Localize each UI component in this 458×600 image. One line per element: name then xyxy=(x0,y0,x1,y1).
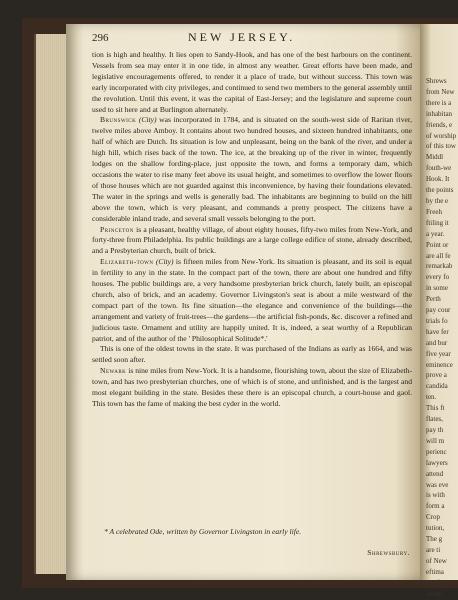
facing-page-line: This ft xyxy=(426,404,445,413)
facing-page-line: The g xyxy=(426,535,443,544)
facing-page-line: candida xyxy=(426,382,448,391)
facing-page-line: in some xyxy=(426,284,448,293)
paragraph-newark xyxy=(92,366,412,410)
paragraph-text: is fifteen miles from New-York. Its situation is pleasant, and its soil is equal in fertility to any in the state. In the compact part of the town, there are about one hundred and fifty houses. The public buildings are, a very handsome presbyterian brick church, lately built, an episcopal church, also of brick, and an academy. Governor Livingston's seat is about a mile westward of the compact part of the town. Its fine situation—the elegance and convenience of the buildings—the arrangement and variety of fruit-trees—the gardens—the artificial fish-ponds, &c. discover a refined and judicious taste. Ornament and utility are happily united. It is, indeed, a seat worthy of a Republican patriot, and of the author of the ' Philosophical Solitude*.' xyxy=(92,257,412,343)
facing-page-line: eminence xyxy=(426,360,453,369)
facing-page-line: friends, e xyxy=(426,120,453,129)
footnote: * A celebrated Ode, written by Governor Livingston in early life. xyxy=(104,527,302,536)
facing-page-line: of New xyxy=(426,556,447,565)
facing-page-line: trials fo xyxy=(426,316,448,325)
page-number: 296 xyxy=(92,32,109,44)
facing-page-line: ftiling it xyxy=(426,218,449,227)
facing-page-line: was eve xyxy=(426,480,449,489)
facing-page-line: the points xyxy=(426,186,454,195)
city-label: (City) xyxy=(138,115,157,125)
facing-page-line: by the e xyxy=(426,196,449,205)
facing-page-line: have fer xyxy=(426,327,449,336)
facing-page-line: there is a xyxy=(426,98,452,107)
paragraph-text: is nine miles from New-York. It is a handsome, flourishing town, about the size of Elizabeth-town, and has two presbyterian churches, one of which is of stone, and unfinished, and is the largest and most elegant building in the state. Besides these there is an episcopal church, a court-house and gaol. This town has the fame of making the best cyder in the world. xyxy=(92,366,412,408)
facing-page-line: lawyers xyxy=(426,458,448,467)
facing-page-line: every fo xyxy=(426,273,450,282)
city-label: (City) xyxy=(155,257,174,267)
paragraph-elizabeth-town xyxy=(92,257,412,344)
running-head: NEW JERSEY. xyxy=(188,30,296,44)
paragraph-text: is a pleasant, healthy village, of about eighty houses, fifty-two miles from New-York, and forty-three from Philadelphia. Its public buildings are a large college edifice of stone, already described, and a Presbyterian church, built of brick. xyxy=(92,224,412,256)
facing-page-line: Crop xyxy=(426,513,440,522)
paragraph-oldest-towns: This is one of the oldest towns in the state. It was purchased of the Indians as early as 1664, and was settled soon after. xyxy=(92,344,412,365)
facing-page-line: form a xyxy=(426,502,445,511)
facing-page-line: Point or xyxy=(426,240,449,249)
facing-page-line: Middl xyxy=(426,153,444,162)
facing-page xyxy=(420,24,458,598)
facing-page-line: fouth-we xyxy=(426,164,452,173)
body-text xyxy=(92,50,412,410)
paragraph-princeton xyxy=(92,225,412,258)
facing-page-line: flates, xyxy=(426,415,443,424)
facing-page-line: are all fe xyxy=(426,251,451,260)
facing-page-line: Hook. It xyxy=(426,175,450,184)
facing-page-line: remarkab xyxy=(426,262,453,271)
facing-page-line: pay cour xyxy=(426,306,451,315)
facing-page-line: ten. xyxy=(426,393,437,402)
place-name-newark: Newark xyxy=(100,366,127,376)
facing-page-line: are ti xyxy=(426,545,441,554)
paragraph-brunswick xyxy=(92,115,412,224)
place-name-brunswick: Brunswick xyxy=(100,115,137,125)
paragraph-text: was incorporated in 1784, and is situated on the south-west side of Raritan river, twelve miles above Amboy. It contains about two hundred houses, and sixteen hundred inhabitants, one half of which are Dutch. Its situation is low and unpleasant, being on the bank of the river, and under a high hill, which rises back of the town. The ice, at the breaking up of the river in winter, frequently lodges on the shallow fording-place, just opposite the town, and forms a temporary dam, which occasions the water to rise many feet above its usual height, and sometimes to overflow the lower floors of those houses which are not guarded against this inconvenience, by having their foundations elevated. The water in the springs and wells is generally bad. The inhabitants are beginning to build on the hill above the town, which is very pleasant, and commands a pretty prospect. The citizens have a considerable inland trade, and several small vessels belonging to the port. xyxy=(92,115,412,223)
facing-page-line: is with xyxy=(426,491,445,500)
facing-page-line: pay th xyxy=(426,426,444,434)
facing-page-line: tution, xyxy=(426,524,445,533)
place-name-princeton: Princeton xyxy=(100,224,134,234)
facing-page-line: her free xyxy=(426,578,448,587)
book-page xyxy=(66,24,424,580)
facing-page-line: and bur xyxy=(426,338,448,347)
facing-page-text xyxy=(420,24,458,600)
facing-page-line: inhabitan xyxy=(426,109,453,118)
facing-page-line: Shrews xyxy=(426,77,447,85)
facing-page-line: of this tow xyxy=(426,142,456,151)
catchword: Shrewsbury. xyxy=(367,548,410,557)
facing-page-line: prove a xyxy=(426,371,447,380)
facing-page-line: Freeh xyxy=(426,207,442,216)
facing-page-line: worth xyxy=(426,589,443,598)
facing-page-line: of worship xyxy=(426,131,457,140)
page-header xyxy=(66,30,424,50)
facing-page-line: Perth xyxy=(426,295,441,304)
paragraph-1: tion is high and healthy. It lies open to Sandy-Hook, and has one of the best harbours on the continent. Vessels from sea may enter it in one tide, in almost any weather. Great efforts have been made, and legislative encouragements offered, to render it a place of trade, but without success. This town was early incorporated with city privileges, and continued to send two members to the general assembly until the revolution. Until this event, it was the capital of East-Jersey; and the legislature and supreme court used to sit here and at Burlington alternately. xyxy=(92,50,412,114)
facing-page-line: attend xyxy=(426,469,444,478)
place-name-elizabeth-town: Elizabeth-town xyxy=(100,257,154,267)
facing-page-line: perienc xyxy=(426,447,447,456)
facing-page-line: five year xyxy=(426,349,451,358)
facing-page-line: will m xyxy=(426,436,445,445)
facing-page-line: a year. xyxy=(426,229,445,238)
facing-page-line: eftima xyxy=(426,567,444,576)
facing-page-line: from New xyxy=(426,87,455,96)
